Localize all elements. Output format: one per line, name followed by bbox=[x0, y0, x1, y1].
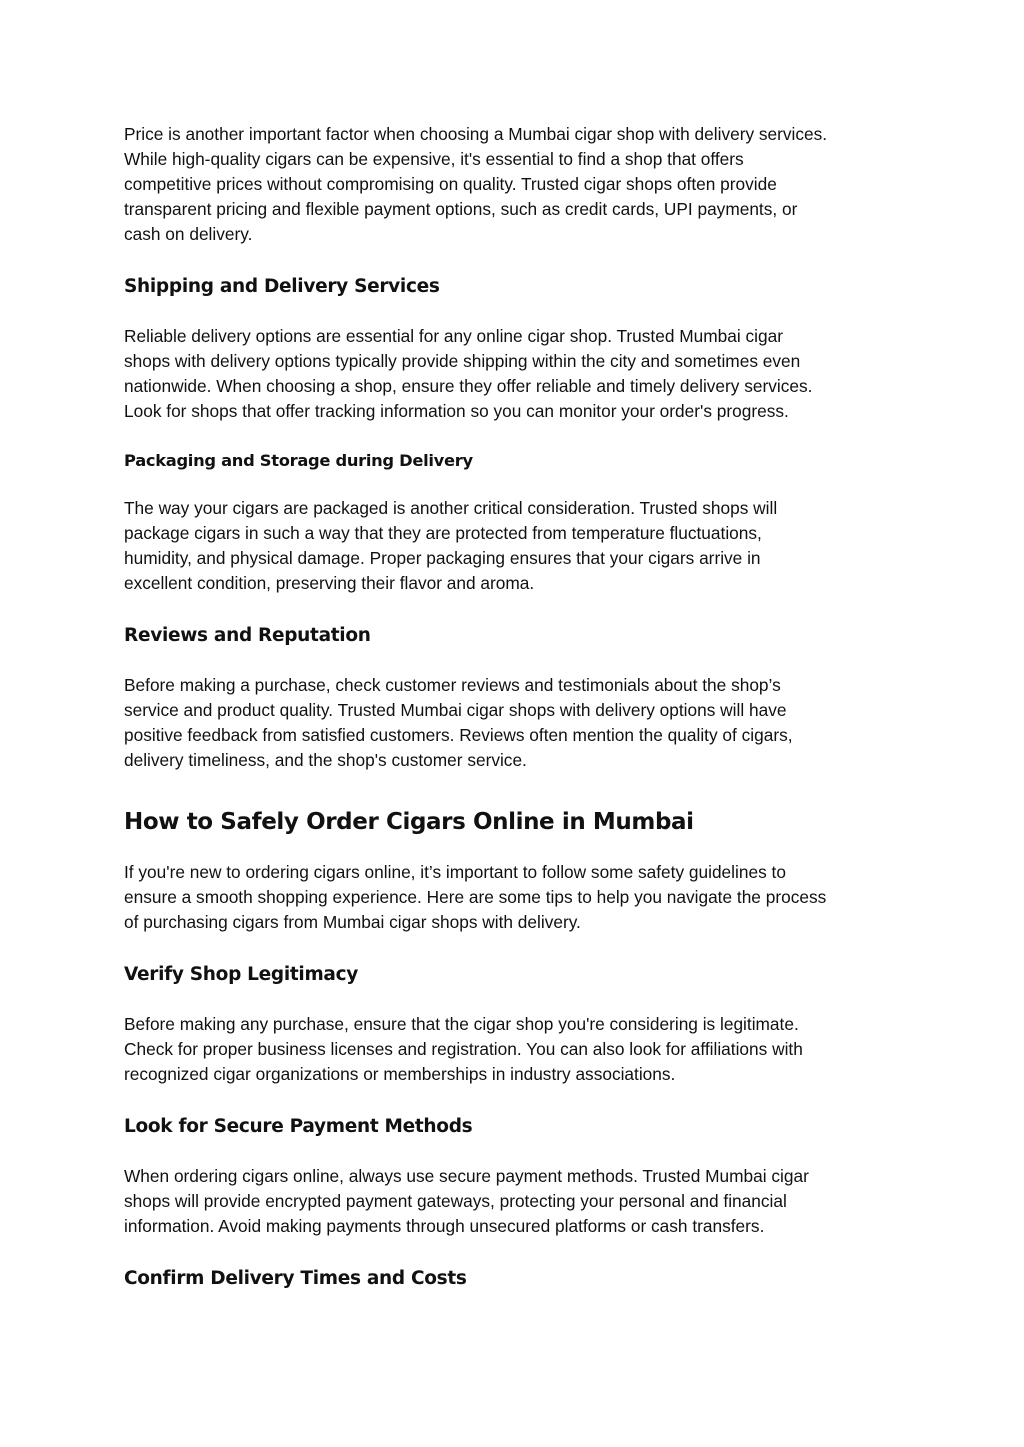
heading-verify-legitimacy: Verify Shop Legitimacy bbox=[124, 964, 359, 985]
paragraph-shipping: Reliable delivery options are essential for any online cigar shop. Trusted Mumbai cigar shops with delivery options typically provide shipping within the city and sometimes even nationwide. When choosing a shop, ensure they offer reliable and timely delivery services. Look for shops that offer tracking information so you can monitor your order's progress. bbox=[124, 326, 813, 421]
heading-reviews: Reviews and Reputation bbox=[124, 625, 371, 646]
heading-packaging: Packaging and Storage during Delivery bbox=[124, 451, 473, 470]
heading-secure-payment: Look for Secure Payment Methods bbox=[124, 1116, 473, 1137]
paragraph-packaging: The way your cigars are packaged is another critical consideration. Trusted shops will package cigars in such a way that they are protected from temperature fluctuations, humidity, and physical damage. Proper packaging ensures that your cigars arrive in excellent condition, preserving their flavor and aroma. bbox=[124, 498, 778, 593]
heading-shipping: Shipping and Delivery Services bbox=[124, 276, 440, 297]
heading-delivery-times: Confirm Delivery Times and Costs bbox=[124, 1268, 467, 1289]
paragraph-reviews: Before making a purchase, check customer reviews and testimonials about the shop’s service and product quality. Trusted Mumbai cigar shops with delivery options will have positive feedback from satisfied customers. Reviews often mention the quality of cigars, delivery timeliness, and the shop's customer service. bbox=[124, 675, 793, 770]
paragraph-safe-ordering: If you're new to ordering cigars online, it’s important to follow some safety guidelines to ensure a smooth shopping experience. Here are some tips to help you navigate the process of purchasing cigars from Mumbai cigar shops with delivery. bbox=[124, 862, 827, 932]
paragraph-secure-payment: When ordering cigars online, always use secure payment methods. Trusted Mumbai cigar shops will provide encrypted payment gateways, protecting your personal and financial information. Avoid making payments through unsecured platforms or cash transfers. bbox=[124, 1166, 809, 1236]
intro-paragraph: Price is another important factor when choosing a Mumbai cigar shop with delivery services. While high-quality cigars can be expensive, it's essential to find a shop that offers competitive prices without compromising on quality. Trusted cigar shops often provide transparent pricing and flexible payment options, such as credit cards, UPI payments, or cash on delivery. bbox=[124, 124, 828, 244]
paragraph-verify-legitimacy: Before making any purchase, ensure that the cigar shop you're considering is legitimate. Check for proper business licenses and registration. You can also look for affiliations with recognized cigar organizations or memberships in industry associations. bbox=[124, 1014, 803, 1084]
document-page bbox=[124, 122, 904, 1292]
heading-safe-ordering: How to Safely Order Cigars Online in Mumbai bbox=[124, 809, 694, 835]
